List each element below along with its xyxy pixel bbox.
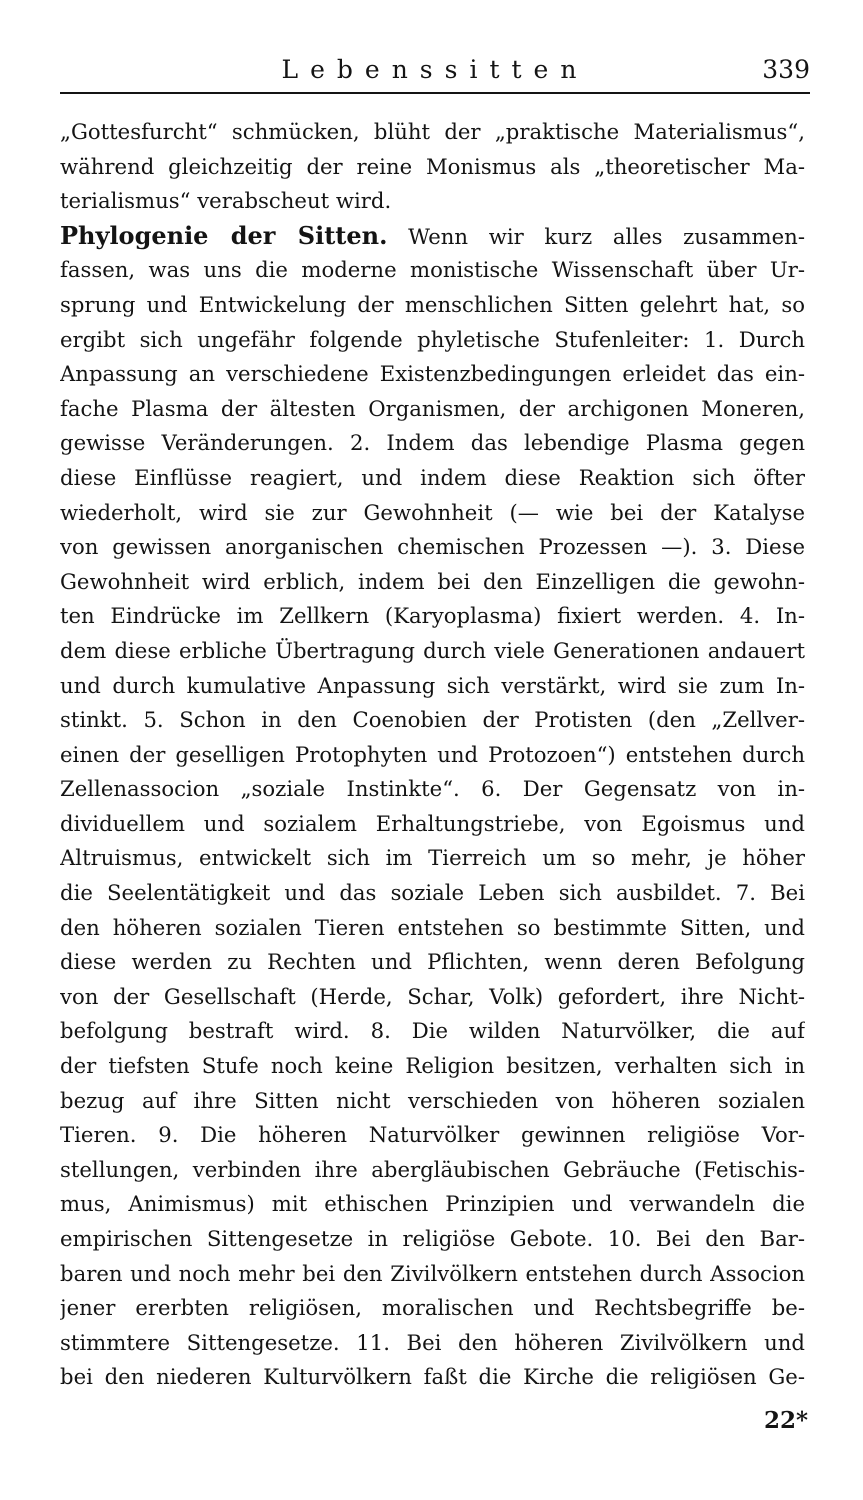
text-line: diese werden zu Rechten und Pflichten, wenn deren Befolgung xyxy=(60,949,805,975)
text-line: baren und noch mehr bei den Zivilvölkern entstehen durch Associon xyxy=(60,1260,805,1286)
signature-mark: 22* xyxy=(763,1407,808,1434)
header-rule xyxy=(60,92,810,94)
text-line: von der Gesellschaft (Herde, Schar, Volk) gefordert, ihre Nicht- xyxy=(60,983,805,1009)
text-line: mus, Animismus) mit ethischen Prinzipien und verwandeln die xyxy=(60,1191,805,1217)
text-line: Altruismus, entwickelt sich im Tierreich um so mehr, je höher xyxy=(60,845,805,871)
text-line: dividuellem und sozialem Erhaltungstriebe, von Egoismus und xyxy=(60,810,805,836)
text-line: stinkt. 5. Schon in den Coenobien der Protisten (den „Zellver- xyxy=(60,707,805,733)
text-line: dem diese erbliche Übertragung durch viele Generationen andauert xyxy=(60,637,805,663)
text-line: von gewissen anorganischen chemischen Prozessen —). 3. Diese xyxy=(60,534,805,560)
text-line: jener ererbten religiösen, moralischen und Rechtsbegriffe be- xyxy=(60,1295,805,1321)
text-line: bezug auf ihre Sitten nicht verschieden von höheren sozialen xyxy=(60,1087,805,1113)
text-line: terialismus“ verabscheut wird. xyxy=(60,188,392,214)
text-line: Tieren. 9. Die höheren Naturvölker gewinnen religiöse Vor- xyxy=(60,1122,805,1148)
text-line: wiederholt, wird sie zur Gewohnheit (— wie bei der Katalyse xyxy=(60,499,805,525)
text-line: ten Eindrücke im Zellkern (Karyoplasma) fixiert werden. 4. In- xyxy=(60,603,805,629)
text-line: Zellenassocion „soziale Instinkte“. 6. Der Gegensatz von in- xyxy=(60,776,805,802)
text-line: während gleichzeitig der reine Monismus als „theoretischer Ma- xyxy=(60,153,805,179)
text-line: diese Einflüsse reagiert, und indem diese Reaktion sich öfter xyxy=(60,464,805,490)
page-number: 339 xyxy=(762,55,810,84)
text-line: den höheren sozialen Tieren entstehen so bestimmte Sitten, und xyxy=(60,914,805,940)
text-line: sprung und Entwickelung der menschlichen Sitten gelehrt hat, so xyxy=(60,291,805,317)
text-line: der tiefsten Stufe noch keine Religion besitzen, verhalten sich in xyxy=(60,1053,805,1079)
text-line: die Seelentätigkeit und das soziale Leben sich ausbildet. 7. Bei xyxy=(60,880,805,906)
body-text xyxy=(60,115,805,1395)
text-line: bei den niederen Kulturvölkern faßt die Kirche die religiösen Ge- xyxy=(60,1364,805,1390)
text-line: gewisse Veränderungen. 2. Indem das lebendige Plasma gegen xyxy=(60,430,805,456)
section-heading: Phylogenie der Sitten. xyxy=(60,220,388,250)
text-line: Gewohnheit wird erblich, indem bei den Einzelligen die gewohn- xyxy=(60,568,805,594)
text-line: und durch kumulative Anpassung sich verstärkt, wird sie zum In- xyxy=(60,672,805,698)
text-line: „Gottesfurcht“ schmücken, blüht der „praktische Materialismus“, xyxy=(60,119,805,144)
text-line: stimmtere Sittengesetze. 11. Bei den höheren Zivilvölkern und xyxy=(60,1329,805,1355)
text-line: stellungen, verbinden ihre abergläubischen Gebräuche (Fetischis- xyxy=(60,1156,805,1182)
text-line: einen der geselligen Protophyten und Protozoen“) entstehen durch xyxy=(60,741,805,767)
running-title: Lebenssitten xyxy=(281,55,589,84)
text-line: empirischen Sittengesetze in religiöse Gebote. 10. Bei den Bar- xyxy=(60,1226,805,1251)
heading-line-text: Wenn wir kurz alles zusammen- xyxy=(408,223,805,249)
text-line: fassen, was uns die moderne monistische Wissenschaft über Ur- xyxy=(60,257,805,283)
text-line: Anpassung an verschiedene Existenzbedingungen erleidet das ein- xyxy=(60,361,805,387)
heading-line xyxy=(60,219,805,254)
text-line: ergibt sich ungefähr folgende phyletische Stufenleiter: 1. Durch xyxy=(60,326,805,352)
text-line: befolgung bestraft wird. 8. Die wilden Naturvölker, die auf xyxy=(60,1018,805,1044)
running-header xyxy=(60,52,810,92)
text-line: fache Plasma der ältesten Organismen, der archigonen Moneren, xyxy=(60,395,805,421)
